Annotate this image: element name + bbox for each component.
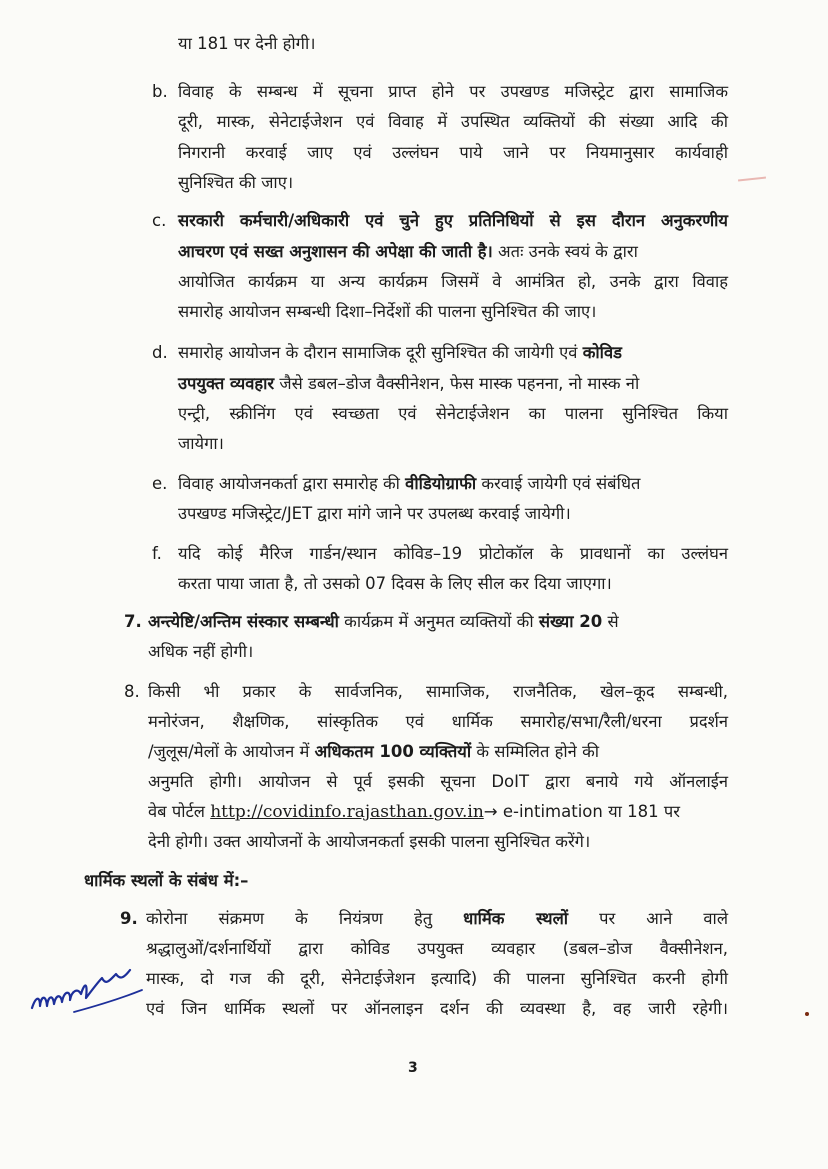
covidinfo-portal-link[interactable]: http://covidinfo.rajasthan.gov.in: [210, 802, 484, 822]
point-7-line-2: अधिक नहीं होगी।: [148, 642, 254, 661]
point-8-line-2: मनोरंजन, शैक्षणिक, सांस्कृतिक एवं धार्मिक समारोह/सभा/रैली/धरना प्रदर्शन: [148, 712, 728, 731]
point-8-line-6: देनी होगी। उक्त आयोजनों के आयोजनकर्ता इसकी पालना सुनिश्चित करेंगे।: [148, 832, 591, 851]
handwritten-signature: [26, 960, 146, 1030]
point-7-emphasis-count: संख्या 20: [538, 612, 603, 631]
item-f-marker: f.: [152, 544, 162, 563]
item-e-line-1-rest: करवाई जायेगी एवं संबंधित: [476, 474, 641, 493]
item-c-line-2: [178, 240, 638, 264]
item-c-emphasis: आचरण एवं सख्त अनुशासन की अपेक्षा की जाती है।: [178, 242, 493, 261]
item-b-line-4: सुनिश्चित की जाए।: [178, 173, 294, 192]
point-8-line-1: किसी भी प्रकार के सार्वजनिक, सामाजिक, राजनैतिक, खेल–कूद सम्बन्धी,: [148, 682, 728, 701]
point-7-line-1-end: से: [602, 612, 619, 631]
continuation-line: या 181 पर देनी होगी।: [178, 34, 316, 53]
red-pen-mark: [738, 177, 766, 182]
point-9-line-1-text: कोरोना संक्रमण के नियंत्रण हेतु: [146, 909, 464, 928]
item-f-line-2: करता पाया जाता है, तो उसको 07 दिवस के लिए सील कर दिया जाएगा।: [178, 574, 612, 593]
point-7-emphasis-funeral: अन्त्येष्टि/अन्तिम संस्कार सम्बन्धी: [148, 612, 339, 631]
point-8-line-3-rest: के सम्मिलित होने की: [471, 742, 600, 761]
point-9-line-1: [146, 907, 728, 931]
point-7-marker: 7.: [124, 612, 142, 631]
point-8-line-3-text: /जुलूस/मेलों के आयोजन में: [148, 742, 315, 761]
item-f-line-1: यदि कोई मैरिज गार्डन/स्थान कोविड–19 प्रोटोकॉल के प्रावधानों का उल्लंघन: [178, 544, 728, 563]
point-8-line-5-text: वेब पोर्टल: [148, 802, 211, 821]
item-d-line-2-rest: जैसे डबल–डोज वैक्सीनेशन, फेस मास्क पहनना, नो मास्क नो: [274, 374, 640, 393]
section-heading-religious-places: धार्मिक स्थलों के संबंध में:–: [84, 871, 249, 890]
item-c-line-3: आयोजित कार्यक्रम या अन्य कार्यक्रम जिसमें वे आमंत्रित हो, उनके द्वारा विवाह: [178, 272, 728, 291]
item-c-line-1: सरकारी कर्मचारी/अधिकारी एवं चुने हुए प्रतिनिधियों से इस दौरान अनुकरणीय: [178, 211, 728, 230]
point-9-line-3: मास्क, दो गज की दूरी, सेनेटाईजेशन इत्यादि) की पालना सुनिश्चित करनी होगी: [146, 969, 728, 988]
point-7-line-1-mid: कार्यक्रम में अनुमत व्यक्तियों की: [338, 612, 539, 631]
item-d-marker: d.: [152, 343, 168, 362]
point-9-marker: 9.: [120, 909, 138, 928]
item-c-line-4: समारोह आयोजन सम्बन्धी दिशा–निर्देशों की पालना सुनिश्चित की जाए।: [178, 302, 597, 321]
item-d-line-3: एन्ट्री, स्क्रीनिंग एवं स्वच्छता एवं सेनेटाईजेशन का पालना सुनिश्चित किया: [178, 404, 728, 423]
item-d-line-4: जायेगा।: [178, 434, 224, 453]
item-d-line-1-text: समारोह आयोजन के दौरान सामाजिक दूरी सुनिश्चित की जायेगी एवं: [178, 343, 583, 362]
point-9-line-1-rest: पर आने वाले: [568, 909, 728, 928]
item-e-line-2: उपखण्ड मजिस्ट्रेट/JET द्वारा मांगे जाने पर उपलब्ध करवाई जायेगी।: [178, 504, 571, 523]
point-8-line-3: [148, 740, 599, 764]
point-9-line-4: एवं जिन धार्मिक स्थलों पर ऑनलाइन दर्शन की व्यवस्था है, वह जारी रहेगी।: [146, 999, 728, 1018]
item-c-marker: c.: [152, 211, 167, 230]
item-d-emphasis-behaviour: उपयुक्त व्यवहार: [178, 374, 275, 393]
item-b-line-2: दूरी, मास्क, सेनेटाईजेशन एवं विवाह में उपस्थित व्यक्तियों की संख्या आदि की: [178, 112, 728, 131]
point-9-line-2: श्रद्धालुओं/दर्शनार्थियों द्वारा कोविड उपयुक्त व्यवहार (डबल–डोज वैक्सीनेशन,: [146, 939, 728, 958]
item-d-emphasis-covid: कोविड: [582, 343, 622, 362]
point-8-marker: 8.: [124, 682, 140, 701]
ink-speck: [805, 1012, 809, 1016]
item-e-line-1: [178, 472, 640, 496]
item-d-line-1: [178, 341, 622, 365]
item-e-marker: e.: [152, 474, 168, 493]
point-8-line-5-rest: → e-intimation या 181 पर: [483, 802, 681, 821]
point-8-emphasis-max: अधिकतम 100 व्यक्तियों: [314, 742, 472, 761]
page-number: 3: [408, 1060, 418, 1076]
point-7-line-1: [148, 610, 619, 634]
item-e-line-1-text: विवाह आयोजनकर्ता द्वारा समारोह की: [178, 474, 406, 493]
item-e-emphasis-videography: वीडियोग्राफी: [405, 474, 477, 493]
point-8-line-4: अनुमति होगी। आयोजन से पूर्व इसकी सूचना DoIT द्वारा बनाये गये ऑनलाईन: [148, 772, 728, 791]
item-b-line-3: निगरानी करवाई जाए एवं उल्लंघन पाये जाने पर नियमानुसार कार्यवाही: [178, 143, 728, 162]
item-c-line-2-rest: अतः उनके स्वयं के द्वारा: [492, 242, 638, 261]
point-9-emphasis-religious: धार्मिक स्थलों: [463, 909, 569, 928]
item-b-line-1: विवाह के सम्बन्ध में सूचना प्राप्त होने पर उपखण्ड मजिस्ट्रेट द्वारा सामाजिक: [178, 82, 728, 101]
point-8-line-5: [148, 800, 680, 824]
item-b-marker: b.: [152, 82, 168, 101]
item-d-line-2: [178, 372, 639, 396]
